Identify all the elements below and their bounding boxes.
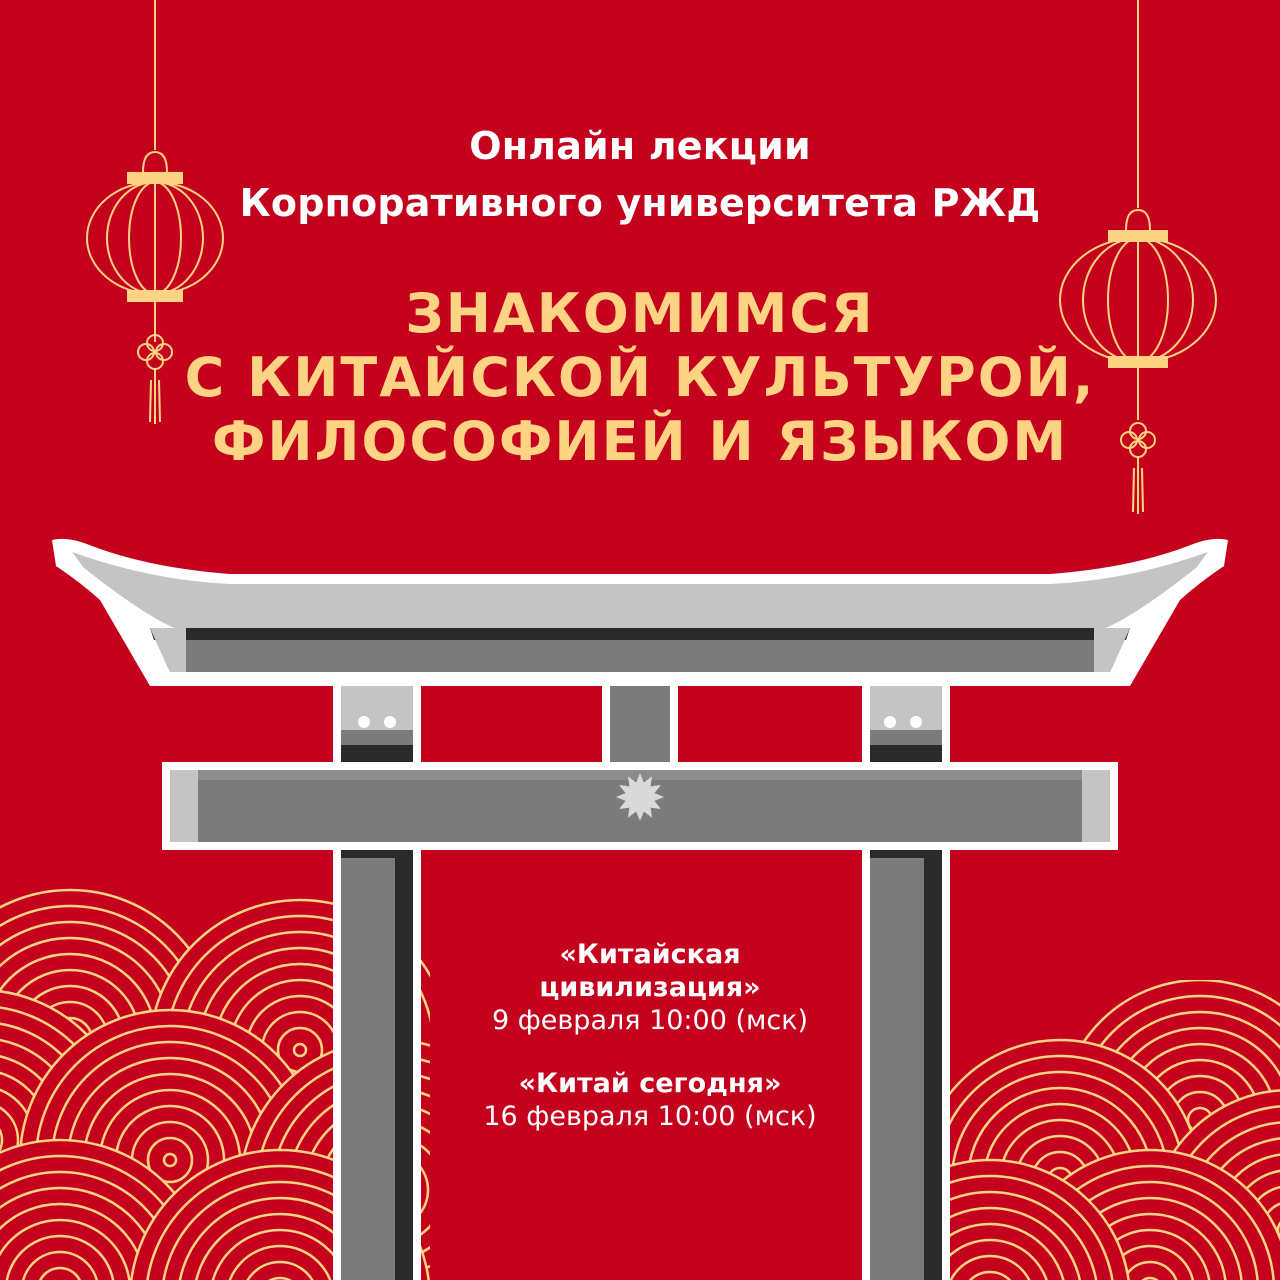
wave-arc [294, 1044, 306, 1056]
title-line-3: ФИЛОСОФИЕЙ И ЯЗЫКОМ [211, 410, 1069, 473]
header-line-1: Онлайн лекции [469, 124, 811, 168]
page-title [0, 282, 1280, 474]
event-list [430, 938, 870, 1133]
event-item [430, 1067, 870, 1133]
title-line-2: С КИТАЙСКОЙ КУЛЬТУРОЙ, [184, 346, 1096, 409]
header-line-2: Корпоративного университета РЖД [239, 181, 1041, 225]
event-datetime: 9 февраля 10:00 (мск) [491, 1005, 809, 1036]
title-line-1: ЗНАКОМИМСЯ [405, 282, 875, 345]
event-item [430, 938, 870, 1037]
event-name-line-1: «Китай сегодня» [518, 1068, 782, 1099]
event-name-line-2: цивилизация» [539, 972, 761, 1003]
event-datetime: 16 февраля 10:00 (мск) [483, 1101, 817, 1132]
event-name-line-1: «Китайская [559, 939, 741, 970]
header [0, 118, 1280, 232]
wave-arc [164, 1154, 176, 1166]
